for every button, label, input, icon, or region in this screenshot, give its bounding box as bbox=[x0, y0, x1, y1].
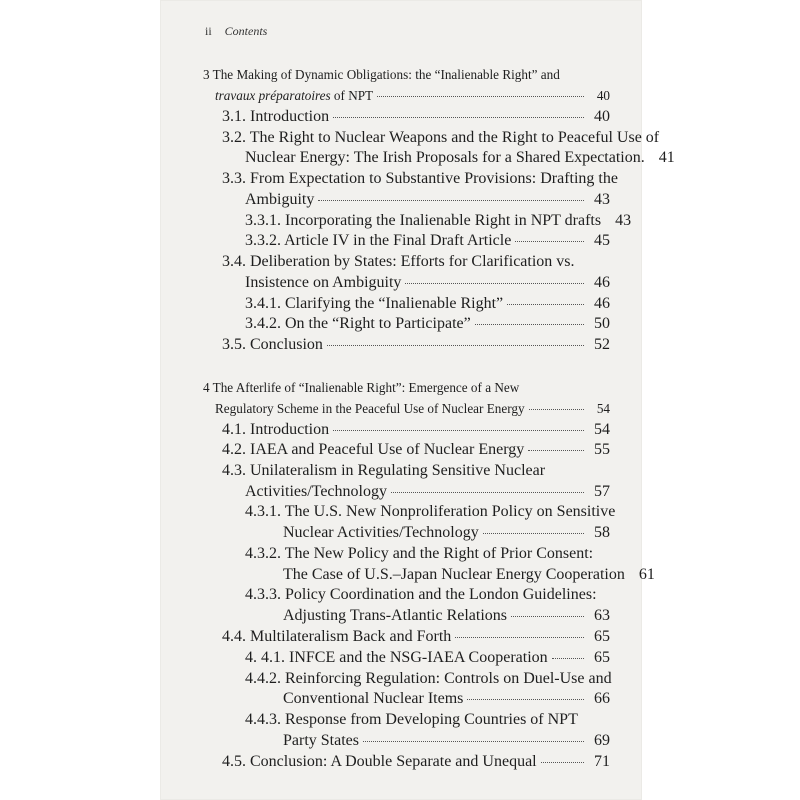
toc-entry-3-5[interactable]: 3.5. Conclusion 52 bbox=[222, 336, 610, 353]
toc-entry-4-3-3-line1: 4.3.3. Policy Coordination and the London Guidelines: bbox=[245, 586, 597, 603]
toc-entry-3-3-1[interactable]: 3.3.1. Incorporating the Inalienable Right in NPT drafts 43 bbox=[245, 212, 632, 229]
toc-entry-3-2-line1: 3.2. The Right to Nuclear Weapons and the Right to Peaceful Use of bbox=[222, 129, 660, 146]
toc-entry-3-4[interactable]: Insistence on Ambiguity 46 bbox=[245, 274, 610, 291]
toc-entry-4-4-1[interactable]: 4. 4.1. INFCE and the NSG-IAEA Cooperation 65 bbox=[245, 649, 610, 666]
toc-entry-4-4-2-line1: 4.4.2. Reinforcing Regulation: Controls on Duel-Use and bbox=[245, 670, 612, 687]
toc-entry-3-4-2[interactable]: 3.4.2. On the “Right to Participate” 50 bbox=[245, 315, 610, 332]
toc-entry-3-3[interactable]: Ambiguity 43 bbox=[245, 191, 610, 208]
chapter-3-entry[interactable] bbox=[215, 87, 610, 104]
chapter-4-entry[interactable] bbox=[215, 400, 610, 417]
chapter-3-title-line1: 3 The Making of Dynamic Obligations: the “Inalienable Right” and bbox=[203, 67, 560, 82]
toc-entry-4-4[interactable]: 4.4. Multilateralism Back and Forth 65 bbox=[222, 628, 610, 645]
toc-entry-4-3-line1: 4.3. Unilateralism in Regulating Sensitive Nuclear bbox=[222, 462, 546, 479]
header-page-number: ii bbox=[205, 24, 212, 38]
toc-entry-3-2[interactable]: Nuclear Energy: The Irish Proposals for a Shared Expectation. 41 bbox=[245, 149, 675, 166]
chapter-3-title-line2: travaux préparatoires of NPT bbox=[215, 88, 374, 103]
chapter-3-page: 40 bbox=[596, 88, 610, 103]
toc-entry-4-3-2-line1: 4.3.2. The New Policy and the Right of Prior Consent: bbox=[245, 545, 594, 562]
toc-entry-3-4-line1: 3.4. Deliberation by States: Efforts for Clarification vs. bbox=[222, 253, 575, 270]
header-title: Contents bbox=[224, 24, 268, 38]
chapter-4-title-line2: Regulatory Scheme in the Peaceful Use of Nuclear Energy bbox=[215, 401, 525, 416]
toc-entry-4-3[interactable]: Activities/Technology 57 bbox=[245, 483, 610, 500]
chapter-4-title-line1: 4 The Afterlife of “Inalienable Right”: Emergence of a New bbox=[203, 380, 520, 395]
chapter-4-page: 54 bbox=[596, 401, 610, 416]
toc-entry-3-3-2[interactable]: 3.3.2. Article IV in the Final Draft Article 45 bbox=[245, 232, 610, 249]
toc-entry-4-4-3-line1: 4.4.3. Response from Developing Countries of NPT bbox=[245, 711, 578, 728]
toc-entry-3-4-1[interactable]: 3.4.1. Clarifying the “Inalienable Right” 46 bbox=[245, 295, 610, 312]
toc-entry-4-3-1[interactable]: Nuclear Activities/Technology 58 bbox=[283, 524, 610, 541]
toc-entry-4-4-3[interactable]: Party States 69 bbox=[283, 732, 610, 749]
toc-entry-4-3-3[interactable]: Adjusting Trans-Atlantic Relations 63 bbox=[283, 607, 610, 624]
toc-entry-4-1[interactable]: 4.1. Introduction 54 bbox=[222, 421, 610, 438]
toc-entry-3-3-line1: 3.3. From Expectation to Substantive Provisions: Drafting the bbox=[222, 170, 618, 187]
toc-entry-4-2[interactable]: 4.2. IAEA and Peaceful Use of Nuclear Energy 55 bbox=[222, 441, 610, 458]
toc-entry-4-3-1-line1: 4.3.1. The U.S. New Nonproliferation Policy on Sensitive bbox=[245, 503, 616, 520]
toc-entry-3-1[interactable]: 3.1. Introduction 40 bbox=[222, 108, 610, 125]
toc-entry-4-4-2[interactable]: Conventional Nuclear Items 66 bbox=[283, 690, 610, 707]
toc-entry-4-5[interactable]: 4.5. Conclusion: A Double Separate and Unequal 71 bbox=[222, 753, 610, 770]
toc-entry-4-3-2[interactable]: The Case of U.S.–Japan Nuclear Energy Cooperation 61 bbox=[283, 566, 655, 583]
leader-dots bbox=[377, 96, 584, 97]
